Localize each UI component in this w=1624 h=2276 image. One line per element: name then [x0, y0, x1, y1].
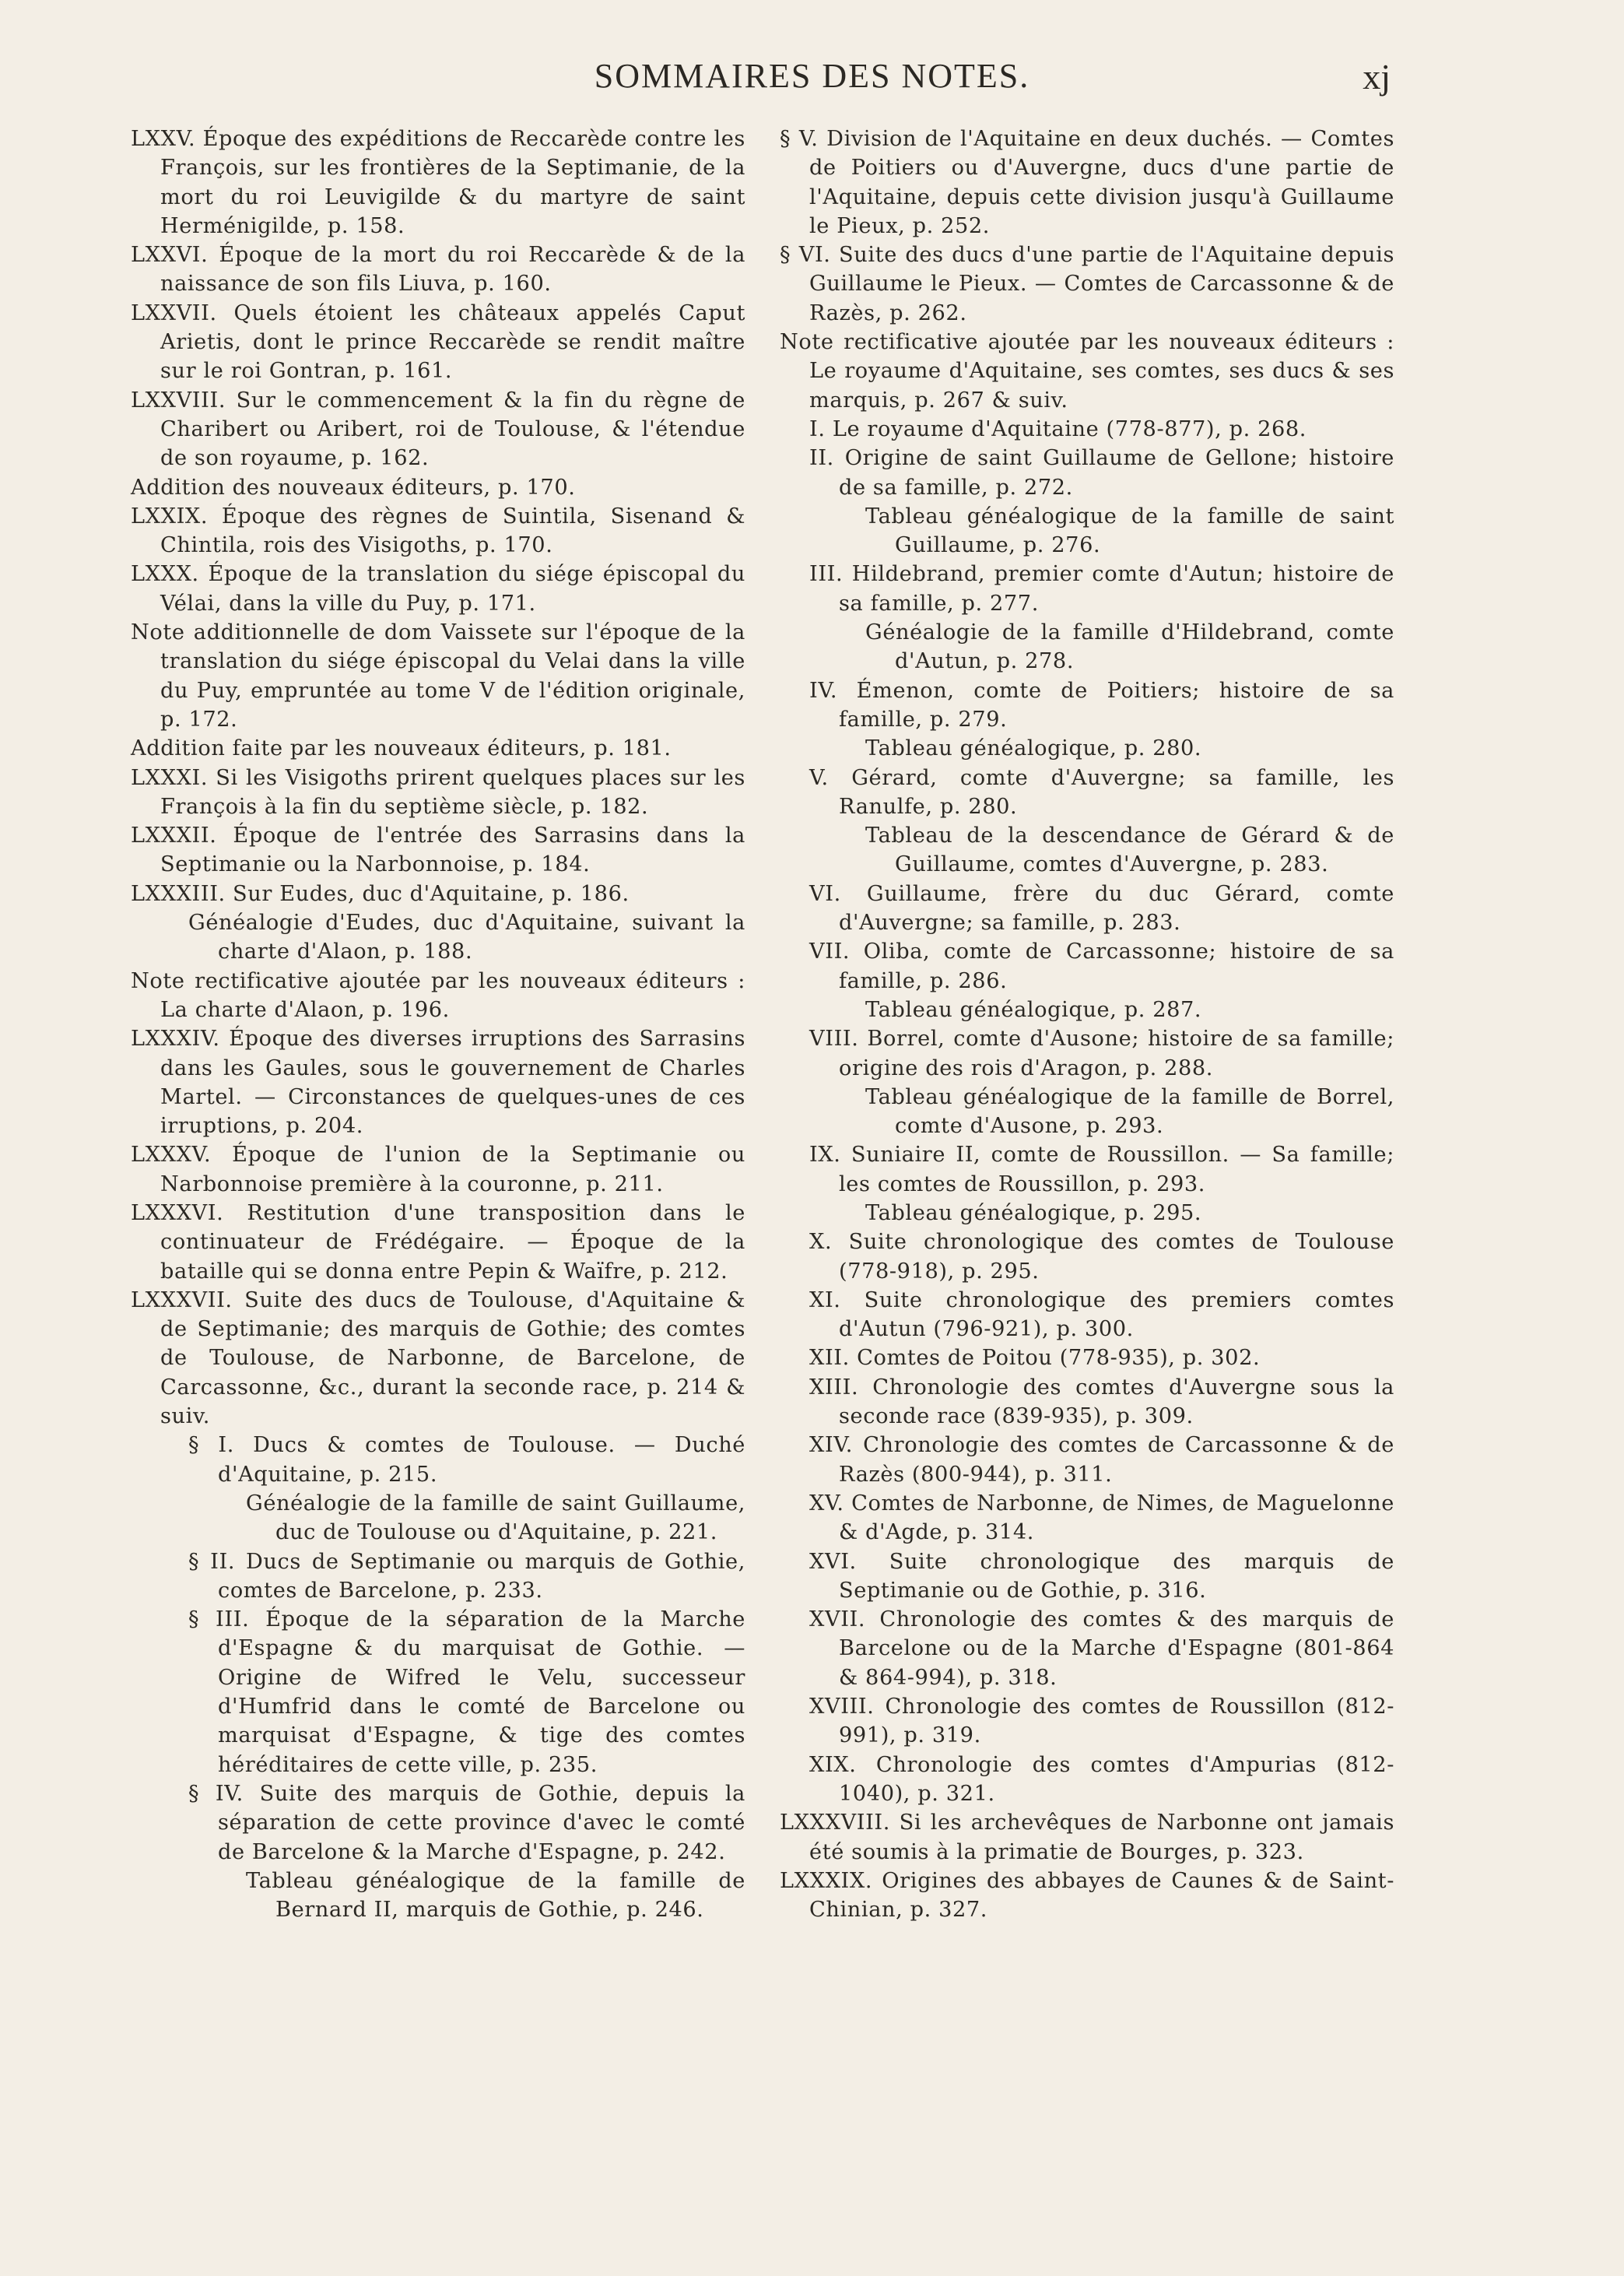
page-title: SOMMAIRES DES NOTES. — [594, 57, 1030, 95]
note-entry: LXXV. Époque des expéditions de Reccarède contre les François, sur les frontières de la Septimanie, de la mort du roi Leuvigilde & du martyre de saint Herménigilde, p. 158. — [131, 127, 745, 238]
genealogy-entry: Tableau de la descendance de Gérard & de Guillaume, comtes d'Auvergne, p. 283. — [865, 824, 1394, 877]
page-number: xj — [1363, 57, 1391, 97]
note-entry: LXXXII. Époque de l'entrée des Sarrasins dans la Septimanie ou la Narbonnoise, p. 184. — [131, 824, 745, 877]
note-entry: LXXIX. Époque des règnes de Suintila, Sisenand & Chintila, rois des Visigoths, p. 170. — [131, 504, 745, 558]
subsection-entry: V. Gérard, comte d'Auvergne; sa famille, les Ranulfe, p. 280. — [809, 765, 1394, 819]
genealogy-entry: Tableau généalogique, p. 280. — [865, 736, 1202, 761]
subsection-entry: XIV. Chronologie des comtes de Carcassonne & de Razès (800-944), p. 311. — [809, 1433, 1394, 1487]
genealogy-entry: Tableau généalogique, p. 295. — [865, 1200, 1202, 1225]
subsection-entry: VII. Oliba, comte de Carcassonne; histoire de sa famille, p. 286. — [809, 940, 1394, 993]
subsection-entry: XVIII. Chronologie des comtes de Roussillon (812-991), p. 319. — [809, 1695, 1394, 1748]
subsection-entry: XVII. Chronologie des comtes & des marquis de Barcelone ou de la Marche d'Espagne (801-864 & 864-994), p. 318. — [809, 1607, 1394, 1690]
page-header — [0, 56, 1624, 103]
note-entry: LXXVI. Époque de la mort du roi Reccarède & de la naissance de son fils Liuva, p. 160. — [131, 243, 745, 297]
genealogy-entry: Généalogie de la famille d'Hildebrand, comte d'Autun, p. 278. — [865, 620, 1394, 674]
note-entry: LXXXI. Si les Visigoths prirent quelques places sur les François à la fin du septième siècle, p. 182. — [131, 765, 745, 819]
subsection-entry: I. Le royaume d'Aquitaine (778-877), p. 268. — [809, 416, 1307, 441]
rectificative-note-entry: Note rectificative ajoutée par les nouveaux éditeurs : Le royaume d'Aquitaine, ses comtes, ses ducs & ses marquis, p. 267 & suiv. — [780, 330, 1394, 413]
section-entry: § IV. Suite des marquis de Gothie, depuis la séparation de cette province d'avec le comté de Barcelone & la Marche d'Espagne, p. 242. — [188, 1781, 745, 1864]
subsection-entry: XVI. Suite chronologique des marquis de Septimanie ou de Gothie, p. 316. — [809, 1549, 1394, 1603]
additional-note-entry: Note additionnelle de dom Vaissete sur l'époque de la translation du siége épiscopal du Velai dans la ville du Puy, empruntée au tome V de l'édition originale, p. 172. — [131, 620, 745, 732]
genealogy-entry: Généalogie d'Eudes, duc d'Aquitaine, suivant la charte d'Alaon, p. 188. — [188, 911, 745, 964]
section-entry: § VI. Suite des ducs d'une partie de l'Aquitaine depuis Guillaume le Pieux. — Comtes de Carcassonne & de Razès, p. 262. — [780, 243, 1394, 325]
note-entry: LXXXIX. Origines des abbayes de Caunes & de Saint-Chinian, p. 327. — [780, 1868, 1394, 1923]
addition-entry: Addition faite par les nouveaux éditeurs, p. 181. — [131, 736, 672, 761]
subsection-entry: VI. Guillaume, frère du duc Gérard, comte d'Auvergne; sa famille, p. 283. — [809, 881, 1394, 936]
addition-entry: Addition des nouveaux éditeurs, p. 170. — [131, 475, 576, 500]
note-entry: LXXVIII. Sur le commencement & la fin du règne de Charibert ou Aribert, roi de Toulouse, & l'étendue de son royaume, p. 162. — [131, 388, 745, 471]
subsection-entry: XIII. Chronologie des comtes d'Auvergne sous la seconde race (839-935), p. 309. — [809, 1375, 1394, 1429]
note-entry: LXXVII. Quels étoient les châteaux appelés Caput Arietis, dont le prince Reccarède se rendit maître sur le roi Gontran, p. 161. — [131, 300, 745, 384]
subsection-entry: X. Suite chronologique des comtes de Toulouse (778-918), p. 295. — [809, 1230, 1394, 1284]
subsection-entry: IV. Émenon, comte de Poitiers; histoire de sa famille, p. 279. — [809, 678, 1394, 732]
subsection-entry: XV. Comtes de Narbonne, de Nimes, de Maguelonne & d'Agde, p. 314. — [809, 1491, 1394, 1545]
genealogy-entry: Tableau généalogique de la famille de Borrel, comte d'Ausone, p. 293. — [865, 1084, 1394, 1139]
genealogy-entry: Tableau généalogique de la famille de Bernard II, marquis de Gothie, p. 246. — [246, 1868, 745, 1923]
section-entry: § V. Division de l'Aquitaine en deux duchés. — Comtes de Poitiers ou d'Auvergne, ducs d'une partie de l'Aquitaine, depuis cette division jusqu'à Guillaume le Pieux, p. 252. — [780, 127, 1394, 238]
subsection-entry: IX. Suniaire II, comte de Roussillon. — Sa famille; les comtes de Roussillon, p. 293. — [809, 1143, 1394, 1196]
subsection-entry: VIII. Borrel, comte d'Ausone; histoire de sa famille; origine des rois d'Aragon, p. 288. — [809, 1027, 1394, 1080]
subsection-entry: II. Origine de saint Guillaume de Gellone; histoire de sa famille, p. 272. — [809, 446, 1394, 500]
section-entry: § III. Époque de la séparation de la Marche d'Espagne & du marquisat de Gothie. — Origine de Wifred le Velu, successeur d'Humfrid dans le comté de Barcelone ou marquisat d'Espagne, & tige des comtes héréditaires de cette ville, p. 235. — [188, 1607, 745, 1777]
note-entry: LXXXVI. Restitution d'une transposition dans le continuateur de Frédégaire. — Époque de la bataille qui se donna entre Pepin & Waïfre, p. 212. — [131, 1200, 745, 1284]
left-column — [131, 125, 745, 1924]
rectificative-note-entry: Note rectificative ajoutée par les nouveaux éditeurs : La charte d'Alaon, p. 196. — [131, 968, 745, 1022]
subsection-entry: XII. Comtes de Poitou (778-935), p. 302. — [809, 1346, 1261, 1371]
section-entry: § I. Ducs & comtes de Toulouse. — Duché d'Aquitaine, p. 215. — [188, 1433, 745, 1487]
subsection-entry: XIX. Chronologie des comtes d'Ampurias (812-1040), p. 321. — [809, 1752, 1394, 1806]
section-entry: § II. Ducs de Septimanie ou marquis de Gothie, comtes de Barcelone, p. 233. — [188, 1549, 745, 1603]
genealogy-entry: Tableau généalogique, p. 287. — [865, 997, 1202, 1022]
note-entry: LXXX. Époque de la translation du siége épiscopal du Vélai, dans la ville du Puy, p. 171. — [131, 562, 745, 616]
note-entry: LXXXV. Époque de l'union de la Septimanie ou Narbonnoise première à la couronne, p. 211. — [131, 1143, 745, 1196]
genealogy-entry: Généalogie de la famille de saint Guillaume, duc de Toulouse ou d'Aquitaine, p. 221. — [246, 1491, 745, 1545]
note-entry: LXXXIII. Sur Eudes, duc d'Aquitaine, p. 186. — [131, 881, 630, 906]
note-entry: LXXXVIII. Si les archevêques de Narbonne ont jamais été soumis à la primatie de Bourges, p. 323. — [780, 1811, 1394, 1864]
note-entry: LXXXIV. Époque des diverses irruptions des Sarrasins dans les Gaules, sous le gouvernement de Charles Martel. — Circonstances de quelques-unes de ces irruptions, p. 204. — [131, 1027, 745, 1139]
genealogy-entry: Tableau généalogique de la famille de saint Guillaume, p. 276. — [865, 504, 1394, 558]
note-entry: LXXXVII. Suite des ducs de Toulouse, d'Aquitaine & de Septimanie; des marquis de Gothie; des comtes de Toulouse, de Narbonne, de Barcelone, de Carcassonne, &c., durant la seconde race, p. 214 & suiv. — [131, 1287, 745, 1429]
subsection-entry: III. Hildebrand, premier comte d'Autun; histoire de sa famille, p. 277. — [809, 562, 1394, 616]
right-column — [780, 125, 1394, 1924]
subsection-entry: XI. Suite chronologique des premiers comtes d'Autun (796-921), p. 300. — [809, 1287, 1394, 1342]
